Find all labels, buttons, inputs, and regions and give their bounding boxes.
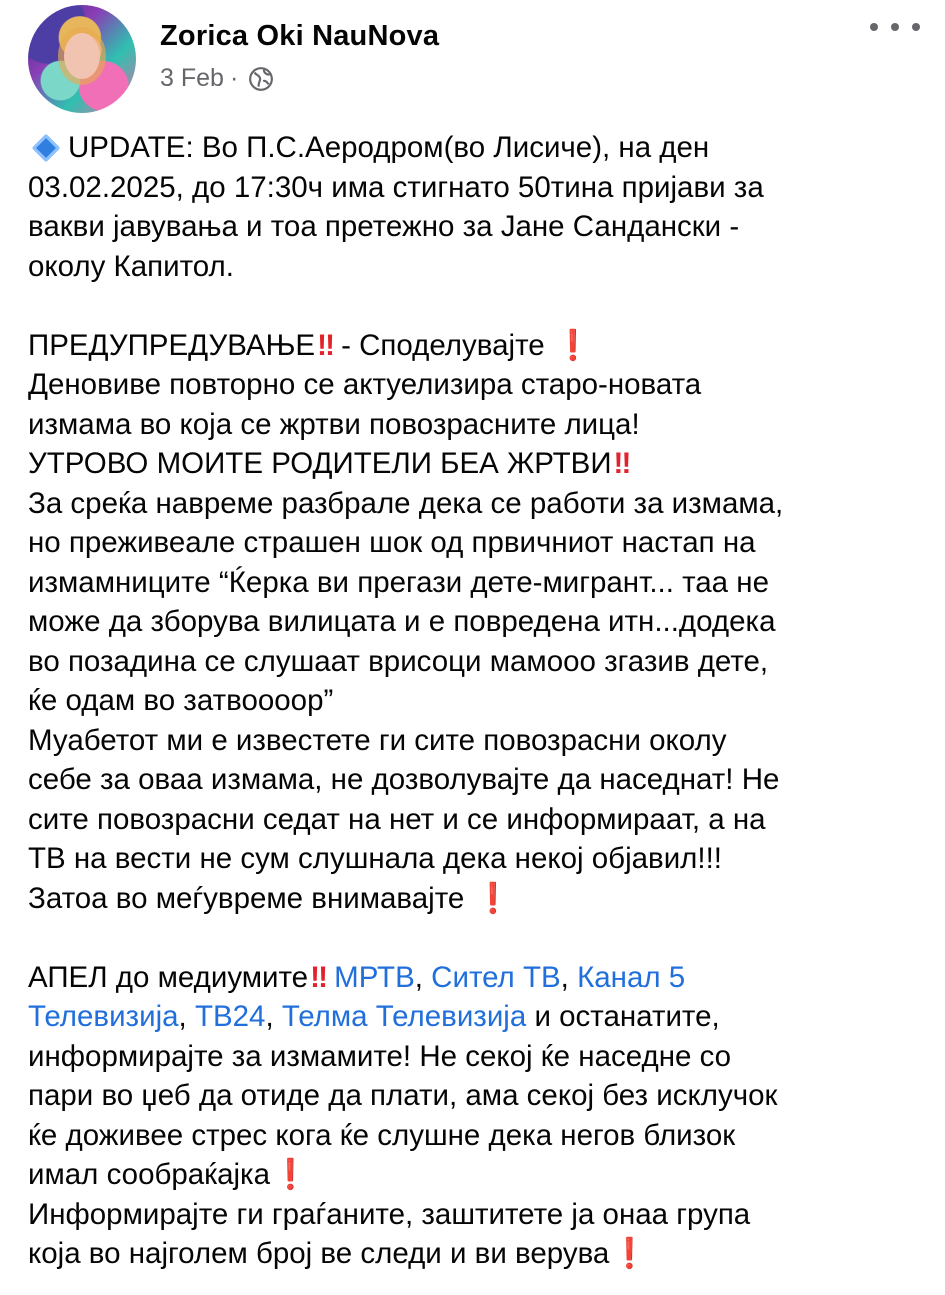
text-line: ќе одам во затвоооор” — [28, 684, 334, 717]
text-line: 03.02.2025, до 17:30ч има стигнато 50тина пријави за — [28, 170, 764, 204]
more-options-icon — [870, 23, 878, 31]
text-line — [28, 326, 928, 366]
red-exclamation-icon: ‼ — [317, 328, 333, 362]
red-exclamation-icon: ‼ — [310, 960, 326, 994]
text-segment: , — [414, 960, 432, 994]
text-line: вакви јавувања и тоа претежно за Јане Сандански - — [28, 210, 740, 243]
red-exclamation-icon: ❗ — [611, 1237, 647, 1270]
text-segment: - Споделувајте — [332, 328, 553, 362]
more-options-dot — [891, 23, 899, 31]
text-segment: Затоа во меѓувреме внимавајте — [28, 881, 473, 915]
text-line: себе за оваа измама, не дозволувајте да наседнат! Не — [28, 763, 780, 796]
red-exclamation-icon: ❗ — [272, 1158, 307, 1191]
avatar-face — [64, 33, 100, 79]
text-line: околу Капитол. — [28, 249, 234, 283]
text-line — [28, 997, 928, 1037]
avatar[interactable] — [28, 5, 136, 113]
text-line: ТВ на вести не сум слушнала дека некој објавил!!! — [28, 842, 722, 875]
more-options-dot — [912, 23, 920, 31]
link-mrtv[interactable]: МРТВ — [334, 960, 415, 994]
text-line: Деновиве повторно се актуелизира старо-новата — [28, 368, 702, 401]
text-line: За среќа навреме разбрале дека се работи за измама, — [28, 486, 784, 520]
blue-diamond-icon — [32, 134, 60, 162]
text-line: може да зборува вилицата и е повредена итн...додека — [28, 605, 776, 638]
more-options-button[interactable] — [870, 14, 920, 40]
text-line: но преживеале страшен шок од првичниот настап на — [28, 526, 756, 559]
text-segment: АПЕЛ до медиумите — [28, 960, 309, 994]
text-line: Муабетот ми е известете ги сите повозрасни околу — [28, 723, 727, 757]
post-meta — [160, 64, 274, 93]
red-exclamation-icon: ❗ — [554, 328, 590, 362]
text-line: информирајте за измамите! Не секој ќе наседне со — [28, 1039, 732, 1073]
text-segment: , — [265, 1000, 282, 1033]
text-segment: UPDATE: Во П.С.Аеродром(во Лисиче), на ден — [68, 131, 710, 164]
text-line: измама во која се жртви повозрасните лица! — [28, 407, 640, 441]
text-segment: , — [178, 1000, 195, 1033]
text-line — [28, 958, 928, 998]
globe-icon[interactable] — [248, 66, 274, 92]
red-exclamation-icon: ❗ — [474, 881, 510, 915]
text-line: Информирајте ги граѓаните, заштитете ја онаа група — [28, 1197, 751, 1231]
text-line: во позадина се слушаат врисоци мамооо згазив дете, — [28, 644, 769, 678]
text-segment: и останатите, — [526, 1000, 720, 1033]
post-text — [28, 128, 928, 1274]
text-line — [28, 1234, 928, 1274]
link-kanal-5[interactable]: Канал 5 — [577, 960, 686, 994]
text-line — [28, 128, 928, 168]
text-line: сите повозрасни седат на нет и се информираат, а на — [28, 802, 766, 836]
text-segment — [326, 961, 334, 994]
text-segment: ПРЕДУПРЕДУВАЊЕ — [28, 328, 316, 362]
meta-separator: · — [229, 64, 239, 92]
link-sitel-tv[interactable]: Сител ТВ — [431, 960, 561, 994]
text-line: ќе доживее стрес кога ќе слушне дека негов близок — [28, 1118, 736, 1152]
post-date[interactable]: 3 Feb — [160, 64, 224, 92]
link-telma[interactable]: Телма Телевизија — [281, 1000, 527, 1033]
text-line — [28, 444, 928, 484]
post-header — [0, 0, 945, 120]
text-line — [28, 879, 928, 919]
red-exclamation-icon: ‼ — [613, 447, 630, 480]
text-line: пари во џеб да отиде да плати, ама секој без исклучок — [28, 1079, 778, 1112]
blank-line — [28, 918, 928, 958]
text-segment: УТРОВО МОИТЕ РОДИТЕЛИ БЕА ЖРТВИ — [28, 447, 612, 480]
text-segment: имал сообраќајка — [28, 1158, 271, 1191]
link-kanal-5-televizija[interactable]: Телевизија — [28, 1000, 179, 1033]
blank-line — [28, 286, 928, 326]
text-segment: која во најголем број ве следи и ви верува — [28, 1237, 610, 1270]
text-line — [28, 1155, 928, 1195]
author-name[interactable]: Zorica Oki NauNova — [160, 20, 440, 52]
text-segment: , — [560, 960, 578, 994]
text-line: измамниците “Ќерка ви прегази дете-мигрант... таа не — [28, 565, 769, 599]
link-tv24[interactable]: ТВ24 — [194, 1000, 266, 1033]
